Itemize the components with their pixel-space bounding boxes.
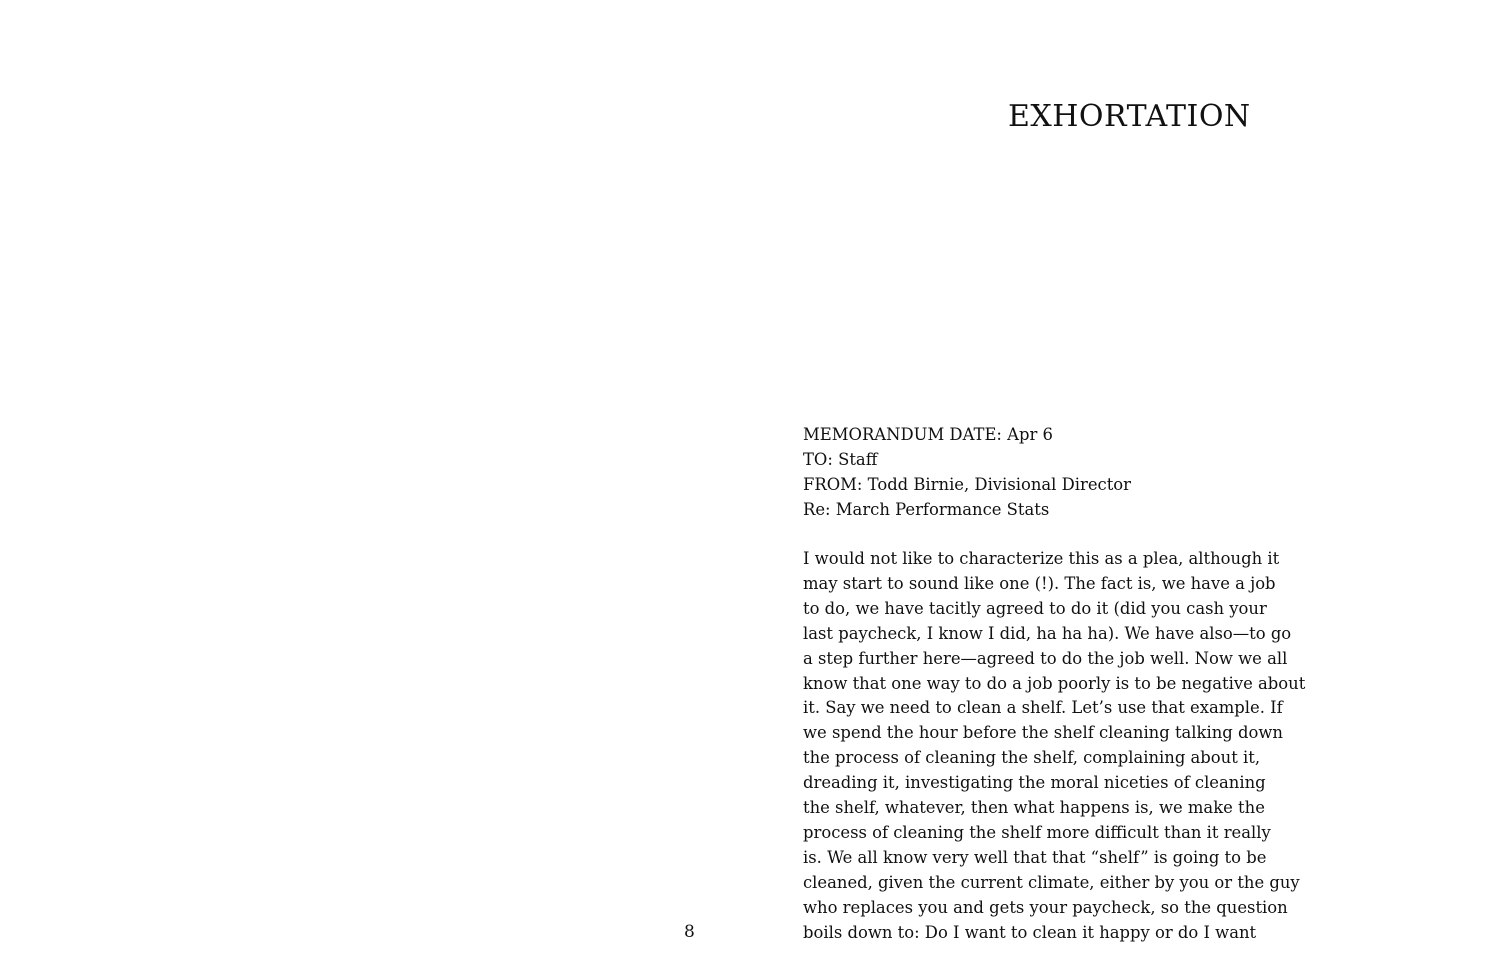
memo-to-line: TO: Staff [803,450,878,469]
body-line: a step further here—agreed to do the job well. Now we all [803,648,1288,668]
body-line: know that one way to do a job poorly is to be negative about [803,673,1306,693]
body-line: the shelf, whatever, then what happens is, we make the [803,798,1265,818]
body-line: is. We all know very well that that “shelf” is going to be [803,847,1267,867]
memo-body-paragraph [803,547,1305,946]
body-line: I would not like to characterize this as a plea, although it [803,549,1280,568]
body-line: boils down to: Do I want to clean it happy or do I want [803,922,1257,942]
body-line: dreading it, investigating the moral niceties of cleaning [803,773,1266,793]
body-line: it. Say we need to clean a shelf. Let’s use that example. If [803,698,1283,718]
memo-date-line: MEMORANDUM DATE: Apr 6 [803,425,1053,444]
body-line: we spend the hour before the shelf cleaning talking down [803,723,1283,743]
page-number: 8 [684,922,695,942]
body-line: process of cleaning the shelf more difficult than it really [803,822,1271,842]
body-line: to do, we have tacitly agreed to do it (did you cash your [803,598,1267,618]
memo-from-line: FROM: Todd Birnie, Divisional Director [803,475,1132,494]
right-page [750,0,1500,976]
body-line: may start to sound like one (!). The fact is, we have a job [803,573,1276,593]
chapter-title: EXHORTATION [1008,99,1251,134]
memo-header [803,422,1131,522]
body-line: the process of cleaning the shelf, complaining about it, [803,748,1261,768]
body-line: last paycheck, I know I did, ha ha ha). We have also—to go [803,623,1292,643]
body-line: cleaned, given the current climate, either by you or the guy [803,872,1300,892]
body-line: who replaces you and gets your paycheck, so the question [803,897,1288,917]
memo-re-line: Re: March Performance Stats [803,500,1050,519]
